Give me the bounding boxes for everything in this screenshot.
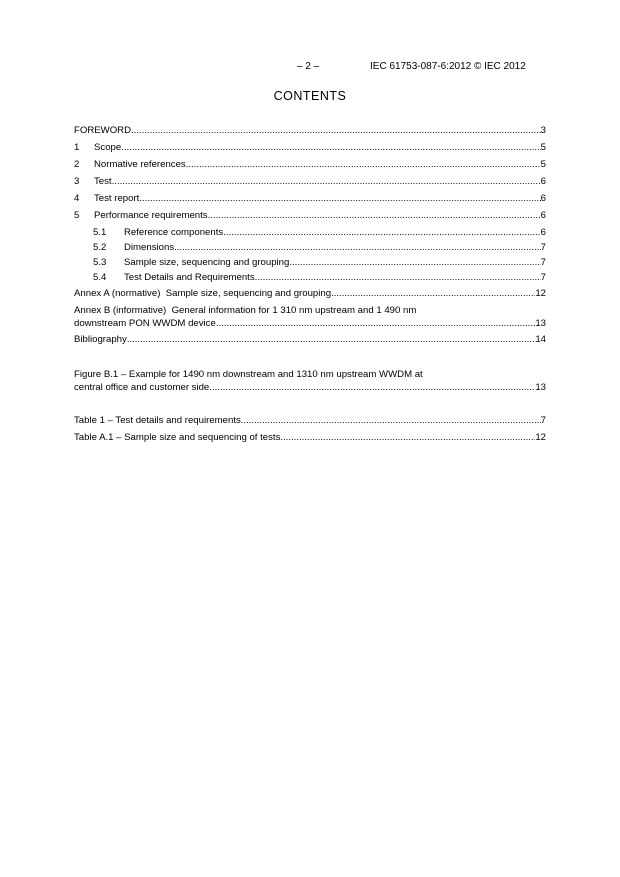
toc-label-line2: downstream PON WWDM device — [74, 318, 216, 329]
toc-number: 1 — [74, 142, 80, 153]
toc-page: 3 — [540, 125, 546, 136]
toc-entry-test-details[interactable] — [93, 271, 546, 284]
toc-entry-test[interactable] — [74, 175, 546, 188]
toc-number: 3 — [74, 176, 80, 187]
toc-entry-test-report[interactable] — [74, 192, 546, 205]
toc-page: 6 — [540, 227, 546, 238]
toc-number: 4 — [74, 193, 80, 204]
toc-number: 2 — [74, 159, 80, 170]
toc-label: Scope — [94, 142, 122, 153]
toc-leader — [331, 287, 535, 300]
toc-leader — [186, 158, 541, 171]
toc-leader — [208, 209, 541, 222]
toc-page: 14 — [535, 334, 546, 345]
toc-leader — [289, 256, 540, 269]
toc-entry-foreword[interactable] — [74, 124, 546, 137]
toc-leader — [280, 431, 535, 444]
figure-label-line2: central office and customer side — [74, 382, 210, 393]
toc-leader — [139, 192, 540, 205]
table-label: Table A.1 – Sample size and sequencing of tests — [74, 432, 281, 443]
toc-leader — [174, 241, 541, 254]
toc-page: 7 — [540, 272, 546, 283]
toc-label: Sample size, sequencing and grouping — [124, 257, 290, 268]
toc-page: 6 — [540, 176, 546, 187]
toc-leader — [121, 141, 540, 154]
table-entry-1[interactable] — [74, 414, 546, 427]
toc-entry-normative-references[interactable] — [74, 158, 546, 171]
figure-page: 13 — [535, 382, 546, 393]
toc-label: Performance requirements — [94, 210, 208, 221]
toc-page: 7 — [540, 242, 546, 253]
toc-page: 13 — [535, 318, 546, 329]
toc-leader — [255, 271, 541, 284]
toc-entry-bibliography[interactable] — [74, 333, 546, 346]
toc-page: 6 — [540, 193, 546, 204]
toc-label: Bibliography — [74, 334, 127, 345]
toc-leader — [127, 333, 536, 346]
toc-leader — [209, 381, 535, 394]
toc-entry-dimensions[interactable] — [93, 241, 546, 254]
figure-entry-b1[interactable] — [74, 368, 546, 394]
toc-leader — [216, 317, 536, 330]
toc-label: Normative references — [94, 159, 186, 170]
toc-label: Dimensions — [124, 242, 175, 253]
toc-page: 5 — [540, 159, 546, 170]
toc-number: 5.3 — [93, 257, 107, 268]
toc-number: 5.2 — [93, 242, 107, 253]
toc-label: FOREWORD — [74, 125, 132, 136]
toc-leader — [131, 124, 541, 137]
toc-label-line1: Annex B (informative) General information for 1 310 nm upstream and 1 490 nm — [74, 305, 417, 316]
toc-label: Annex A (normative) Sample size, sequencing and grouping — [74, 288, 332, 299]
document-id: IEC 61753-087-6:2012 © IEC 2012 — [370, 61, 526, 72]
toc-entry-reference-components[interactable] — [93, 226, 546, 239]
table-entry-a1[interactable] — [74, 431, 546, 444]
toc-label: Test report — [94, 193, 140, 204]
toc-entry-scope[interactable] — [74, 141, 546, 154]
toc-entry-performance-requirements[interactable] — [74, 209, 546, 222]
figure-label-line1: Figure B.1 – Example for 1490 nm downstream and 1310 nm upstream WWDM at — [74, 369, 423, 380]
page-title: CONTENTS — [273, 89, 347, 103]
toc-page: 12 — [535, 288, 546, 299]
toc-label: Test — [94, 176, 112, 187]
toc-number: 5.4 — [93, 272, 107, 283]
toc-entry-annex-a[interactable] — [74, 287, 546, 300]
toc-number: 5 — [74, 210, 80, 221]
toc-label: Reference components — [124, 227, 224, 238]
toc-page: 7 — [540, 257, 546, 268]
toc-page: 5 — [540, 142, 546, 153]
page-number: – 2 – — [297, 61, 320, 72]
toc-leader — [223, 226, 540, 239]
toc-number: 5.1 — [93, 227, 107, 238]
table-page: 7 — [540, 415, 546, 426]
toc-entry-annex-b[interactable] — [74, 304, 546, 330]
toc-entry-sample-size[interactable] — [93, 256, 546, 269]
toc-leader — [112, 175, 541, 188]
table-page: 12 — [535, 432, 546, 443]
toc-page: 6 — [540, 210, 546, 221]
toc-label: Test Details and Requirements — [124, 272, 255, 283]
toc-leader — [241, 414, 541, 427]
table-label: Table 1 – Test details and requirements — [74, 415, 241, 426]
